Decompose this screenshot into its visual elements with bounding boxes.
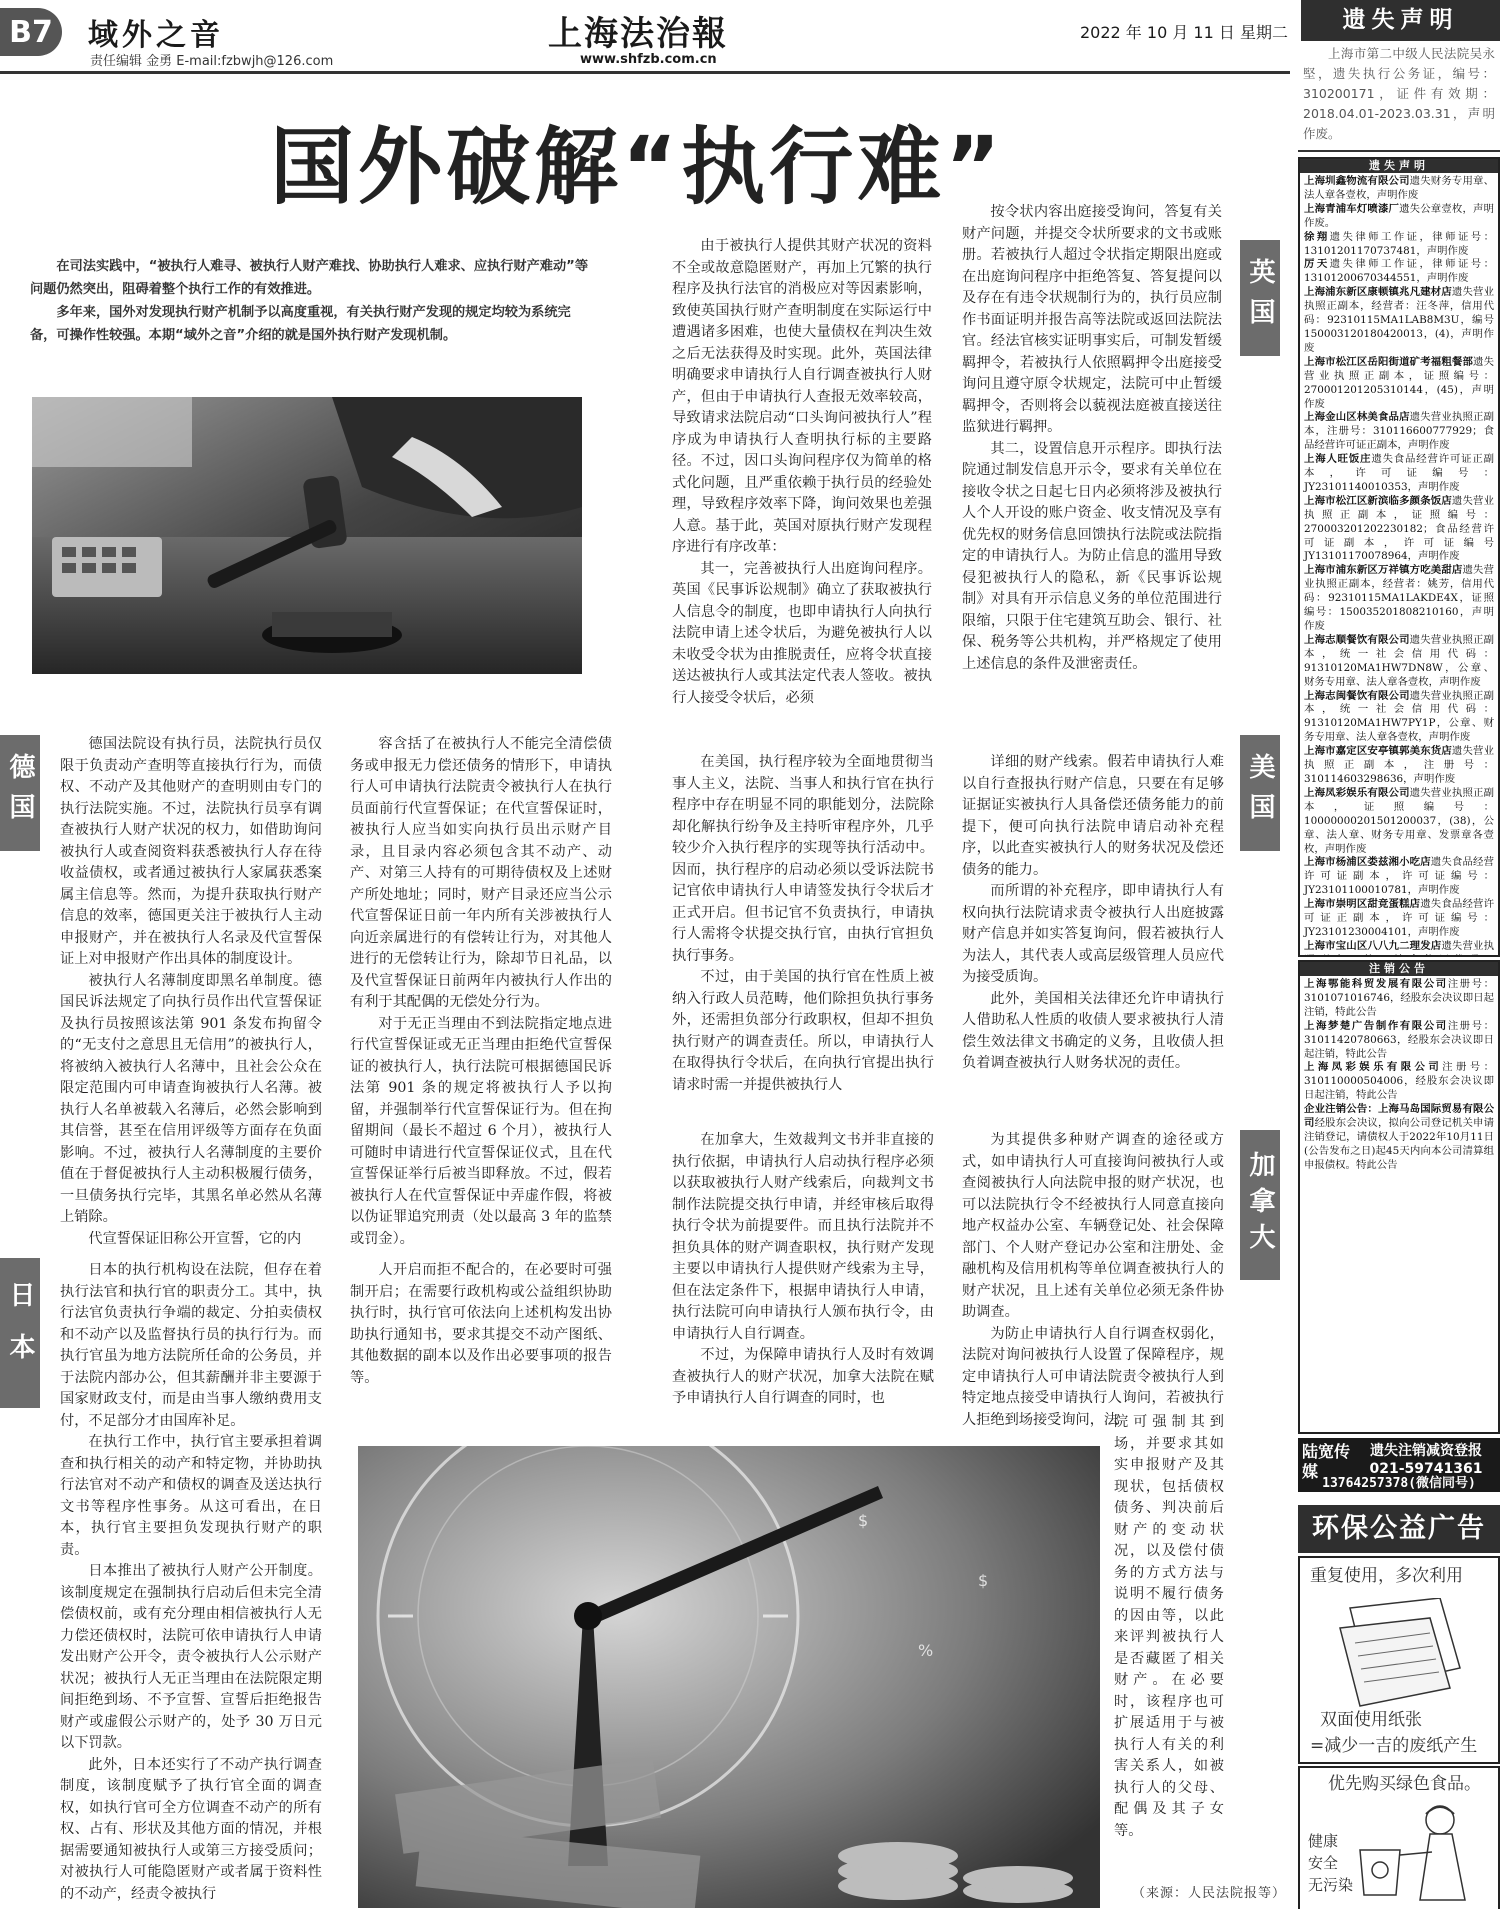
notice-entry-text: 遗失营业执照正副本，经营者：姚芳，信用代码：92310115MA1LAKDE4X，证照编号：150035201808210160，声明作废 [1304, 564, 1495, 632]
notice-entry-text: 遗失营业执照正副本，经营者：汪冬萍，信用代码：92310115MA1LAB8M3U，编号150003120180420013，(4)，声明作废 [1304, 286, 1495, 354]
notice-entry [1304, 1103, 1494, 1173]
notice-entry-text: 注册号：31011420780663，经股东会决议即日起注销，特此公告 [1304, 1019, 1494, 1060]
notice-entry-text: 遗失律师工作证，律师证号：13101201170737481，声明作废 [1304, 230, 1495, 257]
notice-entry-name: 徐翔 [1304, 230, 1330, 243]
masthead-logo: 上海法治報 [548, 14, 728, 54]
canada-column-3 [1114, 1412, 1224, 1842]
notice-entry [1304, 634, 1494, 690]
notice-entry-name: 上海圳鑫物流有限公司 [1304, 175, 1410, 187]
country-label: 英国 [1245, 258, 1275, 338]
notice-entry-name: 上海凤彩娱乐有限公司 [1304, 786, 1410, 799]
notice-entry-text: 遗失财务专用章、法人章各壹枚，声明作废 [1304, 175, 1495, 201]
us-column-2 [962, 752, 1224, 1075]
paragraph: 在执行工作中，执行官主要承担着调查和执行相关的动产和特定物，并协助执行法官对不动产和债权的调查及送达执行文书等程序性事务。从这可看出，在日本，执行官主要担负发现执行财产的职责。 [60, 1434, 322, 1558]
notice-entry-name: 上海青浦车灯喷漆厂 [1304, 202, 1400, 215]
paragraph: 此外，美国相关法律还允许申请执行人借助私人性质的收债人要求被执行人清偿生效法律文书确定的义务，且收债人担负着调查被执行人财务状况的责任。 [962, 990, 1224, 1071]
country-tab-germany [0, 735, 40, 851]
notice-entry [1304, 258, 1494, 286]
lost-notice-text [1303, 44, 1495, 144]
paragraph: 其二，设置信息开示程序。即执行法院通过制发信息开示令，要求有关单位在接收令状之日起七日内必须将涉及被执行人个人开设的账户资金、收支情况及享有优先权的财务信息回馈执行法院或法院指定的申请执行人。为防止信息的滥用导致侵犯被执行人的隐私，新《民事诉讼规制》对具有开示信息义务的单位范围进行限缩，只限于住宅建筑互助会、银行、社保、税务等公共机构，并严格规定了使用上述信息的条件及泄密责任。 [962, 440, 1222, 672]
notice-entry [1304, 231, 1494, 259]
country-tab-uk [1240, 240, 1280, 356]
notice-entry-name: 上海人旺饭庄 [1304, 453, 1372, 466]
ad-slogan: 安全 [1308, 1854, 1339, 1872]
notice-entry [1304, 898, 1494, 940]
paragraph: 德国法院设有执行员，法院执行员仅限于负责动产查明等直接执行行为，而债权、不动产及其他财产的查明则由专门的执行法院实施。不过，法院执行员享有调查被执行人财产状况的权力，如借助询问被执行人或查阅资料获悉被执行人存在待收益债权，或者通过被执行人家属获悉案属主信息等。然而，为提升获取执行财产信息的效率，德国更关注于被执行人主动申报财产，并在被执行人名录及代宣誓保证上对申报财产作出具体的制度设计。 [60, 736, 322, 967]
notice-entry-name: 厉天 [1304, 258, 1330, 271]
section-name: 域外之音 [88, 18, 224, 53]
notice-entry [1304, 690, 1494, 746]
notice-entry-text: 遗失营业执照正副本，证照编号：10000000201501200037，(38)，公章、法人章、财务专用章、发票章各壹枚，声明作废 [1304, 786, 1495, 855]
notice-entry-name: 上海市宝山区八八九二理发店 [1304, 939, 1442, 952]
notice-entry-text: 遗失律师工作证，律师证号：13101200670344551，声明作废 [1304, 258, 1495, 285]
country-label: 日本 [5, 1281, 35, 1385]
cancellation-list [1300, 976, 1498, 1175]
agency-services [1356, 1442, 1496, 1478]
notice-entry-text: 遗失营业执照正副本，注册号：310114603298636，声明作废 [1304, 745, 1495, 785]
notice-entry-text: 遗失营业执照正副本，统一社会信用代码：91310120MA1HW7PY1P，公章、财务专用章、法人章各壹枚，声明作废 [1304, 689, 1495, 744]
paragraph: 此外，日本还实行了不动产执行调查制度，该制度赋予了执行官全面的调查权，如执行官可全方位调查不动产的所有权、占有、形状及其他方面的情况，并根据需要通知被执行人或第三方接受质问；对被执行人可能隐匿财产或者属于资料性的不动产，经责令被执行 [60, 1756, 322, 1902]
ad-slogan: 健康 [1308, 1832, 1339, 1850]
classified-list [1300, 173, 1498, 957]
notice-entry [1304, 745, 1494, 787]
svg-text:$: $ [858, 1511, 869, 1530]
agency-name: 陆宽传媒 [1302, 1442, 1351, 1481]
paragraph: 代宣誓保证旧称公开宣誓，它的内 [88, 1230, 302, 1247]
issue-date: 2022 年 10 月 11 日 星期二 [1080, 23, 1288, 42]
paragraph: 对于无正当理由不到法院指定地点进行代宣誓保证或无正当理由拒绝代宣誓保证的被执行人，执行法院可根据德国民诉法第 901 条的规定将被执行人予以拘留，并强制举行代宣誓保证行为。但在拘留期间（最长不超过 6 个月），被执行人可随时申请进行代宣誓保证仪式，且在代宣誓保证举行后被当即释放。不过，假若被执行人在代宣誓保证中弄虚作假，将被以伪证罪追究刑责（处以最高 3 年的监禁或罚金）。 [350, 1015, 612, 1247]
public-ad-title: 环保公益广告 [1298, 1505, 1500, 1553]
notice-entry [1304, 1020, 1494, 1062]
clock-money-photo [358, 1446, 1100, 1908]
paragraph: 为防止申请执行人自行调查权弱化，法院对询问被执行人设置了保障程序，规定申请执行人可申请法院责令被执行人到特定地点接受申请执行人询问，若被执行人拒绝到场接受询问，法 [962, 1325, 1224, 1428]
agency-phone[interactable]: 021-59741361 [1369, 1461, 1483, 1477]
sidebar-divider [1298, 150, 1500, 152]
notice-entry [1304, 787, 1494, 857]
ad-agency-contact [1298, 1438, 1500, 1492]
notice-entry-name: 上海凤彩娱乐有限公司 [1304, 1061, 1443, 1074]
canada-column-1 [672, 1130, 934, 1410]
canada-column-2 [962, 1130, 1224, 1431]
notice-entry-name: 上海市松江区新滨临多颜条饭店 [1304, 494, 1452, 507]
article-source: （来源：人民法院报等） [1132, 1886, 1287, 1901]
notice-entry-name: 上海市松江区岳阳街道矿考福粗餐部 [1304, 355, 1474, 368]
paragraph: 人开启而拒不配合的，在必要时可强制开启；在需要行政机构或公益组织协助执行时，执行官可依法向上述机构发出协助执行通知书，要求其提交不动产图纸、其他数据的副本以及作出必要事项的报告等。 [350, 1262, 612, 1386]
notice-entry-text: 遗失食品经营许可证正副本，许可证编号：JY23101140010353，声明作废 [1304, 453, 1495, 493]
classified-notices-box [1298, 157, 1500, 957]
public-ad-food [1298, 1766, 1500, 1909]
svg-text:$: $ [978, 1571, 989, 1590]
paragraph: 详细的财产线索。假若申请执行人难以自行查报执行财产信息，只要在有足够证据证实被执行人具备偿还债务能力的前提下，便可向执行法院申请启动补充程序，以此查实被执行人的财务状况及偿还债务的能力。 [962, 754, 1224, 878]
notice-entry [1304, 411, 1494, 453]
notice-entry [1304, 564, 1494, 634]
japan-column-2 [350, 1260, 612, 1389]
germany-column-1 [60, 734, 322, 1250]
country-tab-canada [1240, 1130, 1280, 1280]
notice-entry-name: 上海浦东新区康顿镇兆凡建材店 [1304, 286, 1452, 299]
lost-notice-header: 遗失声明 [1301, 0, 1500, 41]
country-label: 加拿大 [1245, 1151, 1275, 1259]
country-tab-japan [0, 1258, 40, 1408]
notice-entry [1304, 203, 1494, 231]
notice-entry-text: 遗失公章壹枚，声明作废。 [1304, 202, 1495, 229]
country-label: 德国 [5, 753, 35, 833]
notice-entry [1304, 978, 1494, 1020]
cancellation-notices-box [1298, 960, 1500, 1434]
svg-text:%: % [918, 1641, 934, 1660]
paragraph: 在加拿大，生效裁判文书并非直接的执行依据，申请执行人启动执行程序必须以获取被执行人财产线索后，向裁判文书制作法院提交执行申请，并经审核后取得执行令状为前提要件。而且执行法院并不担负具体的财产调查职权，执行财产发现主要以申请执行人提供财产线索为主导，但在法定条件下，根据申请执行人申请，执行法院可向申请执行人颁布执行令，由申请执行人自行调查。 [672, 1132, 934, 1342]
paragraph: 不过，为保障申请执行人及时有效调查被执行人的财产状况，加拿大法院在赋予申请执行人自行调查的同时，也 [672, 1347, 934, 1406]
notice-entry [1304, 940, 1494, 957]
agency-mobile[interactable]: 13764257378(微信同号) [1322, 1476, 1476, 1491]
public-ad-paper [1298, 1556, 1500, 1764]
lead-paragraph: 多年来，国外对发现执行财产机制予以高度重视，有关执行财产发现的规定均较为系统完备，可操作性较强。本期“域外之音”介绍的就是国外执行财产发现机制。 [30, 305, 571, 343]
ad-slogan: 优先购买绿色食品。 [1328, 1774, 1481, 1794]
us-column-1 [672, 752, 934, 1096]
ad-slogan: 双面使用纸张 [1320, 1710, 1422, 1730]
country-label: 美国 [1245, 753, 1275, 833]
notice-entry-name: 上海金山区林美食品店 [1304, 411, 1410, 424]
notice-entry-name: 企业注销公告：上海马岛国际贸易有限公司 [1304, 1103, 1494, 1130]
paragraph: 而所谓的补充程序，即申请执行人有权向执行法院请求责令被执行人出庭披露财产信息并如实答复询问，假若被执行人为法人，其代表人或高层级管理人员应代为接受质询。 [962, 883, 1224, 985]
paragraph: 不过，由于美国的执行官在性质上被纳入行政人员范畴，他们除担负执行事务外，还需担负部分行政职权，但却不担负执行财产的调查责任。所以，申请执行人在取得执行令状后，在向执行官提出执行请求时需一并提供被执行人 [672, 969, 934, 1093]
notice-entry-text: 经股东会决议，拟向公司登记机关申请注销登记，请债权人于2022年10月11日(公告发布之日)起45天内向本公司清算组申报债权。特此公告 [1304, 1117, 1495, 1171]
germany-column-2 [350, 734, 612, 1250]
paragraph: 按令状内容出庭接受询问，答复有关财产问题，并提交令状所要求的文书或账册。若被执行人超过令状指定期限出庭或在出庭询问程序中拒绝答复、答复提问以及存在有违令状规制行为的，执行员应制作书面证明并报告高等法院或返回法院法官。经法官核实证明事实后，可制发暂缓羁押令，若被执行人依照羁押令出庭接受询问且遵守原令状规定，法院可中止暂缓羁押令，否则将会以藐视法庭被直接送往监狱进行羁押。 [962, 204, 1222, 435]
agency-service-label: 遗失注销减资登报 [1370, 1443, 1482, 1459]
gavel-photo [32, 397, 582, 674]
notice-entry-text: 遗失营业执照正副本，证照编号：270001201205310144，(45)，声明作废 [1304, 355, 1495, 410]
ad-slogan: 无污染 [1308, 1876, 1354, 1894]
paragraph: 被执行人名薄制度即黑名单制度。德国民诉法规定了向执行员作出代宣誓保证及执行员按照该法第 901 条发布拘留令的“无支付之意思且无信用”的被执行人，将被纳入被执行人名薄中，且社会公众在限定范围内可申请查询被执行人名薄。被执行人名单被载入名薄后，必然会影响到其信誉，甚至在信用评级等方面存在负面影响。不过，被执行人名薄制度的主要价值在于督促被执行人主动积极履行债务，一旦债务执行完毕，其黑名单必然从名薄上销除。 [60, 972, 322, 1225]
notice-entry [1304, 495, 1494, 565]
ad-slogan: =减少一吉的废纸产生 [1310, 1736, 1478, 1756]
country-tab-us [1240, 735, 1280, 851]
notice-entry-text: 遗失营业执 [1441, 939, 1495, 952]
paragraph: 在美国，执行程序较为全面地贯彻当事人主义，法院、当事人和执行官在执行程序中存在明显不同的职能划分，法院除却化解执行纷争及主持听审程序外，几乎较少介入执行程序的实现等执行活动中。因而，执行程序的启动必须以受诉法院书记官依申请执行人申请签发执行令状后才正式开启。但书记官不负责执行，申请执行人需将令状提交执行官，由执行官担负执行事务。 [672, 754, 934, 964]
editor-line: 责任编辑 金勇 E-mail:fzbwjh@126.com [90, 54, 334, 69]
masthead-url[interactable]: www.shfzb.com.cn [580, 52, 717, 67]
paragraph: 由于被执行人提供其财产状况的资料不全或故意隐匿财产，再加上冗繁的执行程序及执行法官的消极应对等因素影响，致使英国执行财产查明制度在实际运行中遭遇诸多困难，也使大量债权在判决生效之后无法获得及时实现。此外，英国法律明确要求申请执行人自行调查被执行人财产，但由于申请执行人查报无效率较高，导致请求法院启动“口头询问被执行人”程序成为申请执行人查明执行标的主要路径。不过，因口头询问程序仅为简单的格式化问题，且严重依赖于执行员的经验处理，导致程序效率下降，询问效果也差强人意。基于此，英国对原执行财产发现程序进行有序改革： [672, 238, 932, 555]
notice-entry-name: 上海鄂能科贸发展有限公司 [1304, 978, 1448, 990]
notice-entry [1304, 1061, 1494, 1103]
notice-entry-name: 上海梦楚广告制作有限公司 [1304, 1019, 1448, 1032]
notice-entry-name: 上海志闽餐饮有限公司 [1304, 689, 1410, 702]
notice-entry-name: 上海市崇明区甜竞蛋糕店 [1304, 898, 1421, 911]
japan-column-1 [60, 1260, 322, 1905]
notice-entry [1304, 356, 1494, 412]
article-title: 国外破解“执行难” [270, 118, 1005, 216]
lead-paragraph: 在司法实践中，“被执行人难寻、被执行人财产难找、协助执行人难求、应执行财产难动”等问题仍然突出，阻碍着整个执行工作的有效推进。 [30, 259, 589, 297]
header-divider [0, 71, 1290, 74]
paper-sheets-icon [1330, 1598, 1470, 1708]
paragraph: 其一，完善被执行人出庭询问程序。英国《民事诉讼规制》确立了获取被执行人信息令的制度，也即申请执行人向执行法院申请上述令状后，为避免被执行人以未收受令状为由推脱责任，应将令状直接送达被执行人或其法定代表人签收。被执行人接受令状后，必须 [672, 560, 932, 706]
paragraph: 院可强制其到场，并要求其如实申报财产及其现状，包括债权债务、判决前后财产的变动状况，以及偿付债务的方式方法与说明不履行债务的因由等，以此来评判被执行人是否藏匿了相关财产。在必要时，该程序也可扩展适用于与被执行人有关的利害关系人，如被执行人的父母、配偶及其子女等。 [1114, 1414, 1224, 1839]
classified-header: 遗失声明 [1300, 159, 1498, 173]
notice-entry-text: 遗失营业执照正副本，证照编号：270003201202230182；食品经营许可证副本，许可证编号JY13101170078964，声明作废 [1304, 494, 1495, 563]
notice-entry-text: 注册号：310110000504006，经股东会决议即日起注销，特此公告 [1304, 1061, 1495, 1102]
article-lead [30, 255, 590, 347]
uk-column-1 [672, 236, 932, 709]
notice-entry [1304, 453, 1494, 495]
ad-slogan: 重复使用，多次利用 [1310, 1566, 1463, 1586]
shopper-icon [1340, 1800, 1490, 1910]
notice-entry-text: 遗失营业执照正副本，注册号：310116600777929；食品经营许可证正副本，声明作废 [1304, 411, 1495, 452]
notice-entry-name: 上海市嘉定区安亭镇郭美东货店 [1304, 745, 1452, 758]
notice-entry [1304, 856, 1494, 898]
notice-entry-name: 上海市浦东新区万祥镇方吃美甜店 [1304, 564, 1463, 577]
notice-entry-text: 注册号：3101071016746，经股东会决议即日起注销，特此公告 [1304, 978, 1494, 1018]
page-number-badge: B7 [0, 8, 62, 56]
notice-entry-text: 遗失食品经营许可证副本，许可证编号：JY23101100010781，声明作废 [1304, 856, 1495, 897]
paragraph: 日本的执行机构设在法院，但存在着执行法官和执行官的职责分工。其中，执行法官负责执行争端的裁定、分拍卖债权和不动产以及监督执行员的执行行为。而执行官虽为地方法院所任命的公务员，并于法院内部办公，但其薪酬并非主要源于国家财政支付，而是由当事人缴纳费用支付，不足部分才由国库补足。 [60, 1262, 322, 1429]
notice-paragraph: 上海市第二中级人民法院吴永堅，遗失执行公务证，编号：310200171，证件有效期：2018.04.01-2023.03.31，声明作废。 [1303, 46, 1495, 141]
notice-entry-name: 上海市杨浦区娄兹湘小吃店 [1304, 856, 1431, 869]
notice-entry-text: 遗失食品经营许可证正副本，许可证编号：JY23101230004101，声明作废 [1304, 898, 1495, 938]
paragraph: 日本推出了被执行人财产公开制度。该制度规定在强制执行启动后但未完全清偿债权前，或有充分理由相信被执行人无力偿还债权时，法院可依申请执行人申请发出财产公开令，责令被执行人公示财产状况；被执行人无正当理由在法院限定期间拒绝到场、不予宣誓、宣誓后拒绝报告财产或虚假公示财产的，处予 30 万日元以下罚款。 [60, 1563, 322, 1751]
paragraph: 为其提供多种财产调查的途径或方式，如申请执行人可直接询问被执行人或查阅被执行人向法院申报的财产状况，也可以法院执行令不经被执行人同意直接向地产权益办公室、车辆登记处、社会保障部门、个人财产登记办公室和注册处、金融机构及信用机构等单位调查被执行人的财产状况，且上述有关单位必须无条件协助调查。 [962, 1132, 1224, 1320]
uk-column-2 [962, 202, 1222, 675]
notice-entry-text: 遗失营业执照正副本，统一社会信用代码：91310120MA1HW7DN8W，公章、财务专用章、法人章各壹枚，声明作废 [1304, 633, 1495, 688]
notice-entry [1304, 175, 1494, 203]
ad-slogan-stack [1308, 1830, 1353, 1896]
notice-entry [1304, 286, 1494, 356]
paragraph: 容含括了在被执行人不能完全清偿债务或申报无力偿还债务的情形下，申请执行人可申请执行法院责令被执行人在执行员面前行代宣誓保证；在代宣誓保证时，被执行人应当如实向执行员出示财产目录，且目录内容必须包含其不动产、动产、对第三人持有的可期待债权及上述财产所处地址；同时，财产目录还应当公示代宣誓保证日前一年内所有关涉被执行人向近亲属进行的有偿转让行为，对其他人进行的无偿转让行为，除却节日礼品，以及代宣誓保证日前两年内被执行人作出的有利于其配偶的无偿处分行为。 [350, 736, 612, 1010]
notice-entry-name: 上海志顺餐饮有限公司 [1304, 633, 1410, 646]
cancellation-header: 注销公告 [1300, 962, 1498, 976]
